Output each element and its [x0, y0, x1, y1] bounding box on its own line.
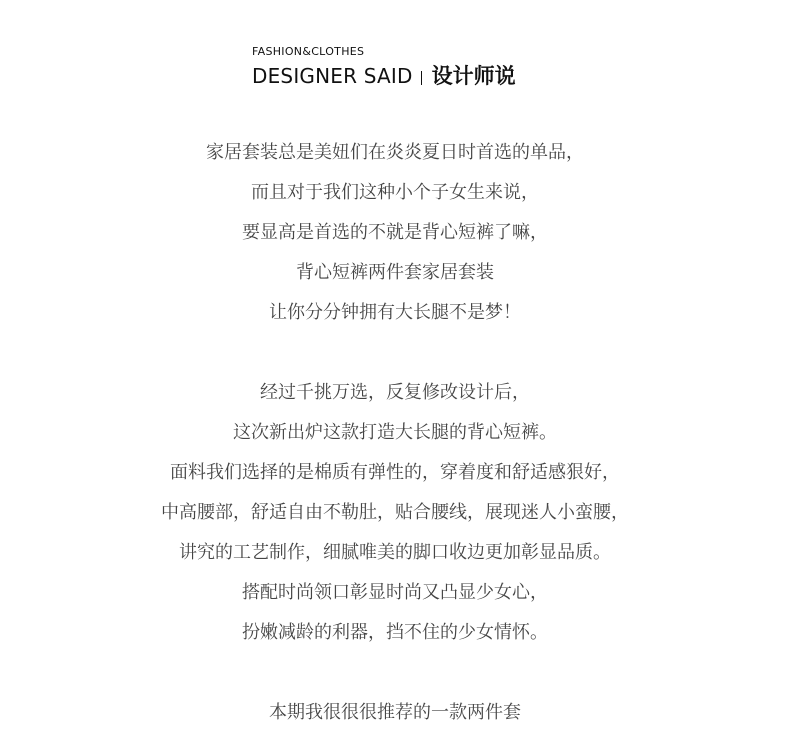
title-divider: [421, 71, 422, 85]
text-line: 搭配时尚领口彰显时尚又凸显少女心，: [242, 582, 548, 603]
text-line: 这次新出炉这款打造大长腿的背心短裤。: [233, 422, 557, 443]
text-line: 面料我们选择的是棉质有弹性的，穿着度和舒适感狠好，: [170, 462, 620, 483]
text-line: 讲究的工艺制作，细腻唯美的脚口收边更加彰显品质。: [179, 542, 611, 563]
text-line: 让你分分钟拥有大长腿不是梦！: [269, 302, 521, 323]
text-line: 本期我很很很推荐的一款两件套: [269, 702, 521, 723]
text-line: 要显高是首选的不就是背心短裤了嘛，: [242, 222, 548, 243]
text-line: 扮嫩减龄的利器，挡不住的少女情怀。: [242, 622, 548, 643]
text-line: 背心短裤两件套家居套装: [296, 262, 494, 283]
designer-said-header: [252, 45, 516, 89]
text-line: 中高腰部，舒适自由不勒肚，贴合腰线，展现迷人小蛮腰，: [161, 502, 629, 523]
description-text: [0, 133, 790, 733]
paragraph-spacer: [0, 333, 790, 373]
paragraph-1: [0, 133, 790, 333]
header-title-cn: 设计师说: [431, 64, 516, 88]
text-line: 而且对于我们这种小个子女生来说，: [251, 182, 539, 203]
text-line: 家居套装总是美妞们在炎炎夏日时首选的单品，: [206, 142, 584, 163]
header-title-row: [252, 61, 516, 89]
header-title-en: DESIGNER SAID: [252, 64, 413, 88]
paragraph-spacer: [0, 653, 790, 693]
paragraph-2: [0, 373, 790, 653]
text-line: 经过千挑万选，反复修改设计后，: [260, 382, 530, 403]
header-kicker: FASHION&CLOTHES: [252, 45, 365, 58]
paragraph-3: [0, 693, 790, 733]
